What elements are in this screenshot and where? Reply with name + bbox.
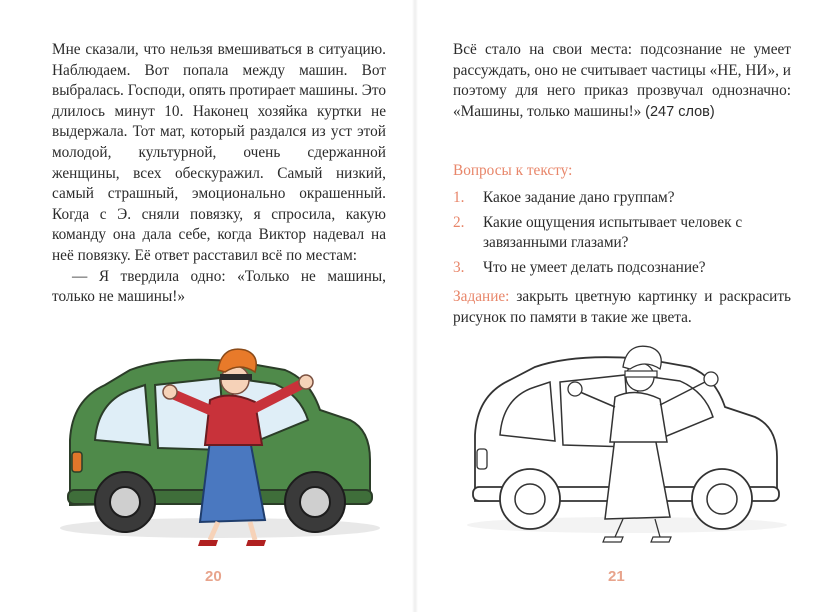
questions-list bbox=[453, 188, 791, 282]
question-item bbox=[453, 188, 791, 209]
left-page-text bbox=[52, 40, 386, 308]
paragraph-1: Мне сказали, что нельзя вмешиваться в ситуацию. Наблюдаем. Вот попала между машин. Вот выбралась. Господи, опять протирает машины. Это длилось минут 10. Наконец хозяйка куртки не выдержала. Тот мат, который раздался из уст этой молодой, культурной, очень сдержанной женщины, всех обескуражил. Самый низкий, самый страшный, эмоционально окрашенный. Когда с Э. сняли повязку, я спросила, какую команду она дала себе, когда Виктор надевал на неё повязку. Её ответ расставил всё по местам: bbox=[52, 41, 386, 264]
question-item bbox=[453, 213, 791, 254]
paragraph-2: — Я твердила одно: «Только не машины, только не машины!» bbox=[52, 267, 386, 306]
page-number-left: 20 bbox=[205, 568, 222, 585]
word-count: (247 слов) bbox=[645, 103, 715, 120]
question-number: 2. bbox=[453, 213, 465, 231]
right-page-paragraph bbox=[453, 40, 791, 122]
lineart-car-illustration bbox=[455, 335, 800, 545]
task-block bbox=[453, 287, 791, 328]
page-number-right: 21 bbox=[608, 568, 625, 585]
task-text: закрыть цветную картинку и раскрасить рисунок по памяти в такие же цвета. bbox=[453, 288, 791, 326]
right-page bbox=[415, 0, 830, 612]
question-item bbox=[453, 258, 791, 279]
question-text: Что не умеет делать подсознание? bbox=[483, 258, 706, 276]
color-car-illustration bbox=[50, 340, 390, 550]
question-number: 1. bbox=[453, 189, 465, 206]
task-label: Задание: bbox=[453, 288, 510, 305]
questions-heading: Вопросы к тексту: bbox=[453, 162, 573, 179]
paragraph-main: Всё стало на свои места: подсознание не умеет рассуждать, оно не считывает частицы «НЕ, НИ», и поэтому для него приказ прозвучал однозначно: «Машины, только машины!» bbox=[453, 41, 791, 120]
question-text: Какие ощущения испытывает человек с завязанными глазами? bbox=[483, 213, 743, 252]
question-number: 3. bbox=[453, 258, 465, 276]
question-text: Какое задание дано группам? bbox=[483, 189, 675, 206]
